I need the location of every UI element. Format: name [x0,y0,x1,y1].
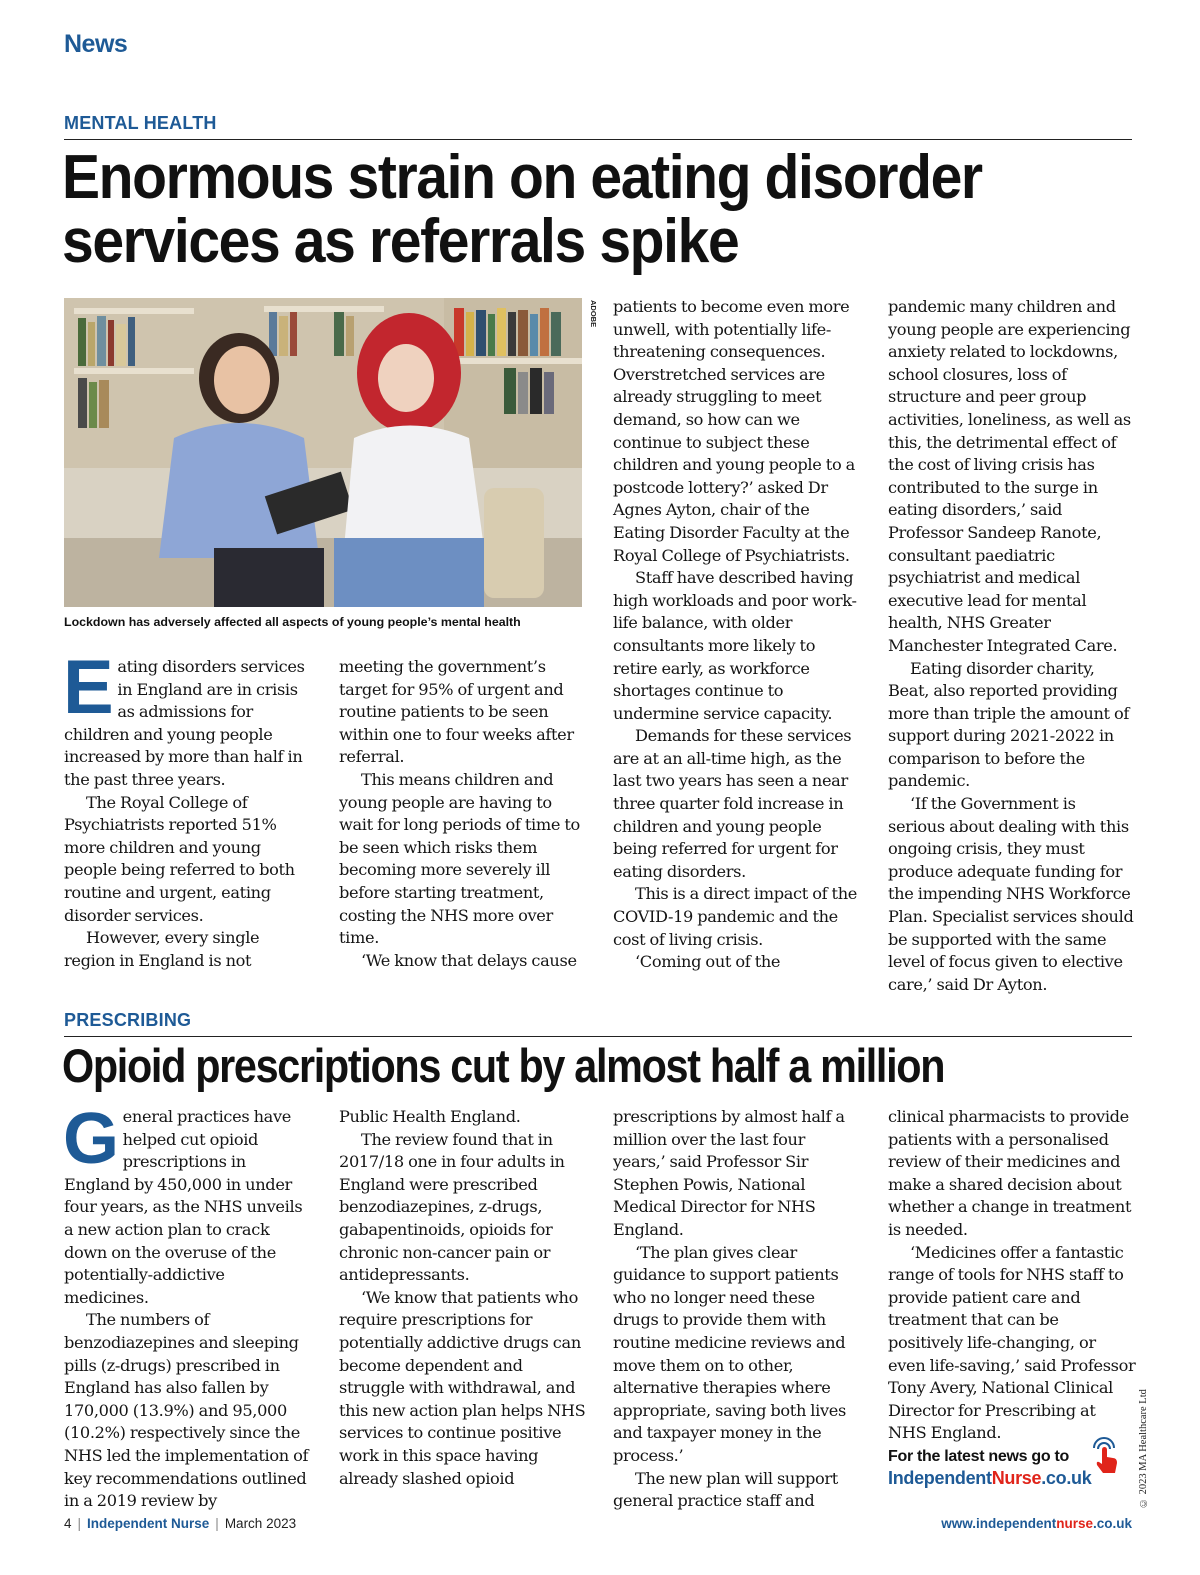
article-column [339,1106,587,1490]
photo-caption: Lockdown has adversely affected all aspects of young people’s mental health [64,615,521,629]
paragraph: ating disorders services in England are in crisis as admissions for children and young people increased by more than half in the past three years. [64,657,305,789]
headline-line: Enormous strain on eating disorder [62,143,982,212]
issue-date: March 2023 [224,1516,297,1531]
paragraph: This is a direct impact of the COVID-19 pandemic and the cost of living crisis. [613,884,858,949]
article-category: MENTAL HEALTH [64,113,217,133]
paragraph: eneral practices have helped cut opioid prescriptions in England by 450,000 in under four years, as the NHS unveils a new action plan to crack down on the overuse of the potentially-addictive medicines. [64,1107,303,1307]
paragraph: prescriptions by almost half a million over the last four years,’ said Professor Sir Stephen Powis, National Medical Director for NHS England. [613,1107,845,1239]
paragraph: ‘Coming out of the [635,952,781,972]
paragraph: This means children and young people are having to wait for long periods of time to be seen which risks them becoming more severely ill before starting treatment, costing the NHS more over time. [339,769,580,948]
promo-link[interactable] [888,1447,1091,1489]
promo-url-accent: Nurse [991,1468,1042,1488]
paragraph: Public Health England. [339,1107,521,1126]
promo-text: For the latest news go to [888,1448,1069,1465]
headline [62,143,982,276]
article-column [613,296,861,974]
paragraph: However, every single region in England is not [64,928,260,970]
article-photo [64,298,582,607]
article-column [613,1106,861,1513]
section-title: News [64,30,128,58]
paragraph: meeting the government’s target for 95% of urgent and routine patients to be seen within one to four weeks after referral. [339,657,574,767]
article-column [888,296,1136,996]
paragraph: Eating disorder charity, Beat, also reported providing more than triple the amount of support during 2021-2022 in comparison to before the pandemic. [888,658,1130,791]
footer-url-part: www.independent [941,1516,1057,1531]
image-credit: ADOBE [589,300,598,328]
article-column [888,1106,1136,1445]
drop-cap: E [63,645,114,730]
article-column [63,1099,312,1513]
promo-url[interactable] [888,1467,1091,1489]
paragraph: ‘If the Government is serious about dealing with this ongoing crisis, they must produce adequate funding for the impending NHS Workforce Plan. Specialist services should be supported with the same level of focus given to elective care,’ said Dr Ayton. [888,794,1134,994]
paragraph: The Royal College of Psychiatrists reported 51% more children and young people being referred to both routine and urgent, eating disorder services. [64,792,295,925]
paragraph: ‘We know that delays cause [361,950,577,970]
headline: Opioid prescriptions cut by almost half a million [62,1039,945,1092]
promo-url-part: Independent [888,1468,992,1488]
paragraph: The review found that in 2017/18 one in four adults in England were prescribed benzodiazepines, z-drugs, gabapentinoids, opioids for chronic non-cancer pain or antidepressants. [339,1129,565,1285]
divider [64,139,1132,140]
divider [64,1036,1132,1037]
paragraph: The numbers of benzodiazepines and sleeping pills (z-drugs) prescribed in England has also fallen by 170,000 (13.9%) and 95,000 (10.2%) respectively since the NHS led the implementation of key recommendations outlined in a 2019 review by [64,1310,309,1511]
paragraph: ‘The plan gives clear guidance to support patients who no longer need these drugs to provide them with routine medicine reviews and move them on to other, alternative therapies where appropriate, saving both lives and taxpayer money in the process.’ [613,1242,846,1465]
paragraph: clinical pharmacists to provide patients with a personalised review of their medicines and make a shared decision about whether a change in treatment is needed. [888,1107,1132,1239]
footer-url-part: .co.uk [1092,1516,1132,1531]
footer-url-accent: nurse [1056,1516,1093,1531]
headline-line: services as referrals spike [62,207,739,276]
paragraph: The new plan will support general practice staff and [613,1468,838,1511]
promo-url-part: .co.uk [1041,1468,1092,1488]
paragraph: Staff have described having high workloads and poor work-life balance, with older consultants more likely to retire early, as workforce shortages continue to undermine service capacity. [613,568,857,723]
footer-url[interactable] [941,1516,1132,1531]
paragraph: ‘Medicines offer a fantastic range of tools for NHS staff to provide patient care and treatment that can be positively life-changing, or even life-saving,’ said Professor Tony Avery, National Clinical Director for Prescribing at NHS England. [888,1242,1136,1443]
article-column [63,645,312,972]
copyright: © 2023 MA Healthcare Ltd [1138,1389,1149,1508]
article-category: PRESCRIBING [64,1010,192,1030]
drop-cap: G [63,1099,119,1179]
paragraph: patients to become even more unwell, with potentially life-threatening consequences. Overstretched services are already struggling to meet demand, so how can we continue to subject these children and young people to a postcode lottery?’ asked Dr Agnes Ayton, chair of the Eating Disorder Faculty at the Royal College of Psychiatrists. [613,297,855,565]
touch-click-icon [1088,1436,1122,1476]
article-column [339,656,587,972]
footer: 4 | Independent Nurse | March 2023 [64,1516,297,1531]
paragraph: ‘We know that patients who require prescriptions for potentially addictive drugs can become dependent and struggle with withdrawal, and this new action plan helps NHS services to continue positive work in this space having already slashed opioid [339,1287,586,1488]
magazine-name: Independent Nurse [87,1516,210,1531]
page-number: 4 [64,1516,72,1531]
paragraph: pandemic many children and young people are experiencing anxiety related to lockdowns, school closures, loss of structure and peer group activities, loneliness, as well as this, the detrimental effect of the cost of living crisis has contributed to the surge in eating disorders,’ said Professor Sandeep Ranote, consultant paediatric psychiatrist and medical executive lead for mental health, NHS Greater Manchester Integrated Care. [888,297,1131,655]
paragraph: Demands for these services are at an all-time high, as the last two years has seen a near three quarter fold increase in children and young people being referred for urgent for eating disorders. [613,726,852,881]
